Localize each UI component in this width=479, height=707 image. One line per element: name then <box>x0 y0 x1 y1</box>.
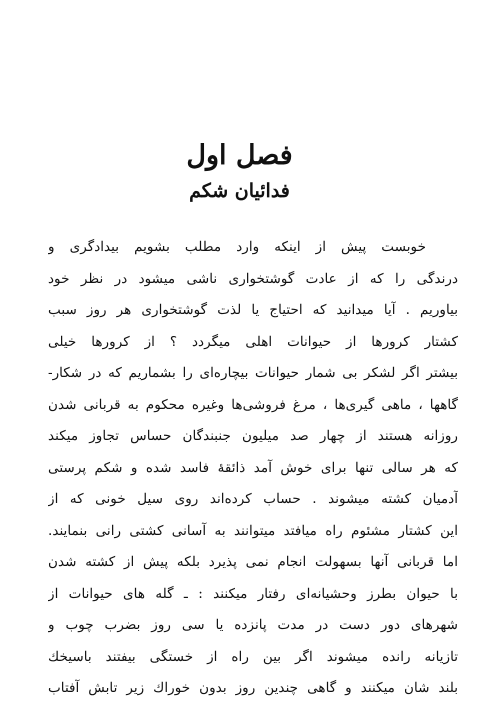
text-line: خوبست پیش از اینکه وارد مطلب بشویم بیدادگری و <box>48 239 426 255</box>
text-line: روزانه هستند از چهار صد میلیون جنبندگان حساس تجاوز میکند <box>48 428 458 444</box>
text-line: که هر سالی تنها برای خوش آمد ذائقهٔ فاسد شده و شکم پرستی <box>48 459 458 476</box>
text-line: درندگی را که از عادت گوشتخواری ناشی میشود در نظر خود <box>48 270 458 287</box>
text-line: بیشتر اگر لشکر بی شمار حیوانات بیچاره‌ای را بشماریم که در شکار- <box>48 365 458 381</box>
chapter-subtitle: فدائیان شکم <box>189 180 290 202</box>
text-line: تازیانه رانده میشوند اگر بین راه از خستگی بیفتند باسیخك <box>48 648 458 665</box>
text-line: بلند شان میکنند و گاهی چندین روز بدون خوراك زیر تابش آفتاب <box>48 680 458 696</box>
body-paragraph <box>48 232 458 705</box>
text-line: آدمیان کشته میشوند . حساب کرده‌اند روی سیل خونی که از <box>48 491 458 507</box>
text-line: با حیوان بطرز وحشیانه‌ای رفتار میکنند : ـ گله های حیوانات از <box>48 585 458 602</box>
text-line: گاهها ، ماهی گیری‌ها ، مرغ فروشی‌ها وغیره محکوم به قربانی شدن <box>48 396 458 413</box>
chapter-title: فصل اول <box>186 140 293 171</box>
text-line: بیاوریم . آیا میدانید که احتیاج یا لذت گوشتخواری هر روز سبب <box>48 302 458 318</box>
text-line: شهرهای دور دست در مدت پانزده یا سی روز بضرب چوب و <box>48 617 458 633</box>
text-line: کشتار کرورها از حیوانات اهلی میگردد ؟ از کرورها خیلی <box>48 333 458 350</box>
text-line: این کشتار مشئوم راه میافتد میتوانند به آسانی کشتی رانی بنمایند. <box>48 522 458 539</box>
text-line: اما قربانی آنها بسهولت انجام نمی پذیرد بلکه پیش از کشته شدن <box>48 554 458 570</box>
